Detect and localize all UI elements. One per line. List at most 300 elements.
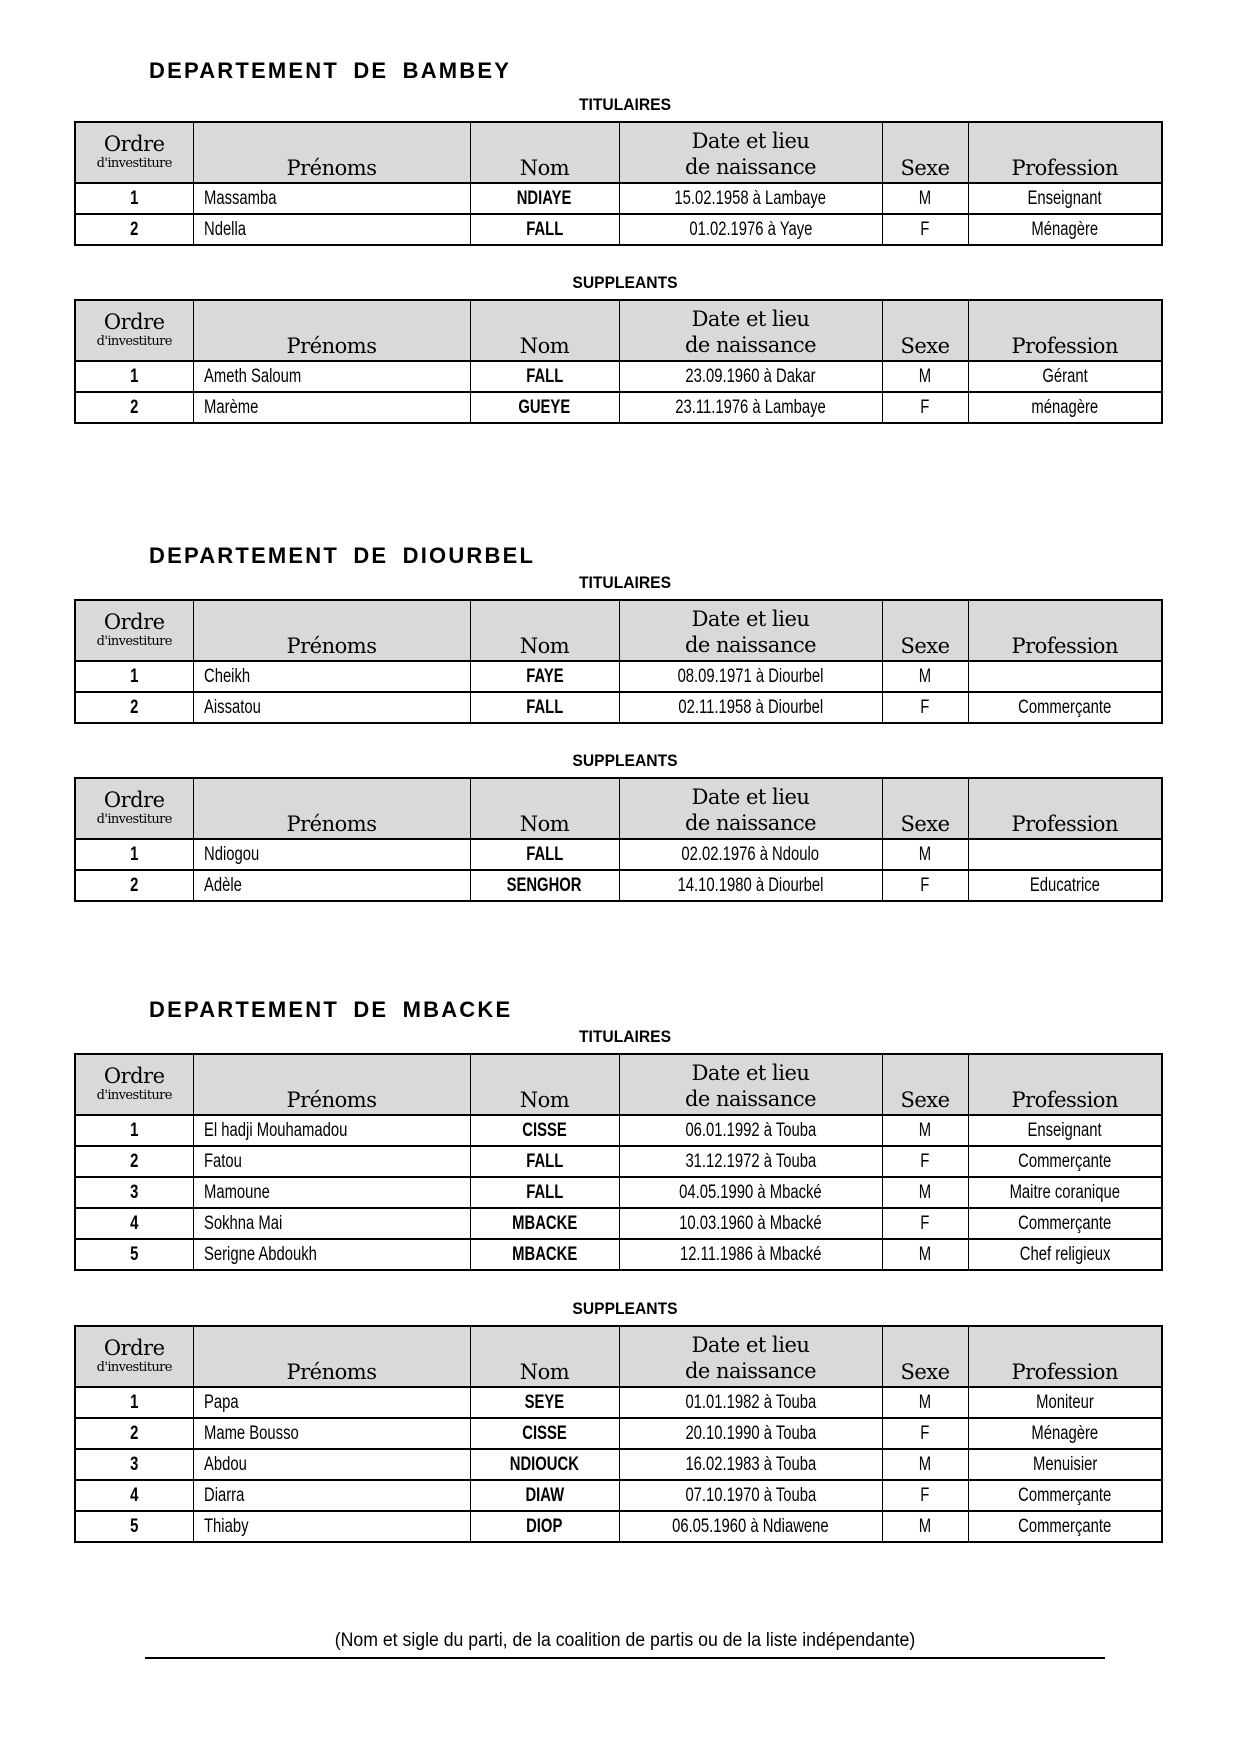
ordre-cell bbox=[75, 1177, 193, 1208]
profession-cell-text: ménagère bbox=[1031, 396, 1099, 418]
sexe-cell-text: F bbox=[920, 696, 930, 718]
sexe-cell-text: M bbox=[918, 843, 932, 865]
sexe-cell bbox=[882, 1177, 968, 1208]
table-header-row bbox=[75, 778, 1162, 839]
table-row bbox=[75, 1177, 1162, 1208]
sexe-cell bbox=[882, 870, 968, 901]
sexe-cell-text: F bbox=[920, 1150, 930, 1172]
nom-cell-text: FALL bbox=[525, 218, 564, 240]
column-header-prenoms: Prénoms bbox=[193, 600, 470, 661]
ordre-cell-text: 1 bbox=[130, 843, 139, 865]
date-lieu-cell bbox=[619, 1239, 882, 1270]
ordre-cell-text: 1 bbox=[130, 1391, 139, 1413]
ordre-cell bbox=[75, 839, 193, 870]
nom-cell-text: MBACKE bbox=[511, 1243, 578, 1265]
ordre-cell bbox=[75, 692, 193, 723]
nom-cell-text: NDIOUCK bbox=[509, 1453, 580, 1475]
ordre-cell bbox=[75, 1115, 193, 1146]
prenoms-cell bbox=[193, 1239, 470, 1270]
sexe-cell-text: F bbox=[920, 218, 930, 240]
column-header-profession: Profession bbox=[968, 1054, 1162, 1115]
ordre-cell-text: 5 bbox=[130, 1515, 139, 1537]
table-header-row bbox=[75, 1326, 1162, 1387]
ordre-label: Ordre bbox=[103, 1335, 165, 1360]
profession-cell-text: Enseignant bbox=[1027, 1119, 1102, 1141]
date-lieu-cell bbox=[619, 1387, 882, 1418]
nom-cell-text: GUEYE bbox=[518, 396, 571, 418]
titulaires-table-bambey bbox=[74, 121, 1163, 246]
date-lieu-cell bbox=[619, 1177, 882, 1208]
prenoms-cell bbox=[193, 1418, 470, 1449]
suppleants-table-mbacke bbox=[74, 1325, 1163, 1543]
prenoms-cell bbox=[193, 1449, 470, 1480]
profession-cell-text: Menuisier bbox=[1032, 1453, 1097, 1475]
column-header-prenoms: Prénoms bbox=[193, 1326, 470, 1387]
date-label: Date et lieu bbox=[691, 785, 810, 809]
column-header-sexe: Sexe bbox=[882, 1054, 968, 1115]
column-header-prenoms: Prénoms bbox=[193, 1054, 470, 1115]
sexe-cell bbox=[882, 1208, 968, 1239]
prenoms-cell bbox=[193, 1177, 470, 1208]
date-lieu-cell bbox=[619, 1418, 882, 1449]
sexe-cell-text: F bbox=[920, 1484, 930, 1506]
prenoms-cell-text: Ndiogou bbox=[203, 843, 259, 865]
prenoms-cell-text: Fatou bbox=[203, 1150, 242, 1172]
titulaires-label-bambey: TITULAIRES bbox=[578, 95, 672, 114]
column-header-sexe: Sexe bbox=[882, 122, 968, 183]
date-lieu-cell-text: 02.11.1958 à Diourbel bbox=[678, 696, 823, 718]
prenoms-cell bbox=[193, 692, 470, 723]
nom-cell bbox=[470, 1177, 619, 1208]
nom-cell bbox=[470, 1239, 619, 1270]
sexe-cell bbox=[882, 1418, 968, 1449]
ordre-cell bbox=[75, 1208, 193, 1239]
profession-cell bbox=[968, 1511, 1162, 1542]
department-title-bambey: DEPARTEMENT DE BAMBEY bbox=[149, 58, 512, 83]
investiture-label: d'investiture bbox=[96, 155, 172, 171]
table-row bbox=[75, 183, 1162, 214]
prenoms-cell-text: Thiaby bbox=[203, 1515, 248, 1537]
date-lieu-cell-text: 01.01.1982 à Touba bbox=[685, 1391, 816, 1413]
party-name-line bbox=[145, 1657, 1105, 1659]
date-lieu-cell bbox=[619, 661, 882, 692]
sexe-cell bbox=[882, 1239, 968, 1270]
profession-cell-text: Enseignant bbox=[1027, 187, 1102, 209]
column-header-ordre bbox=[75, 778, 193, 839]
profession-cell-text: Ménagère bbox=[1031, 218, 1099, 240]
ordre-label: Ordre bbox=[103, 131, 165, 156]
naissance-label: de naissance bbox=[684, 155, 817, 179]
nom-cell bbox=[470, 839, 619, 870]
ordre-label: Ordre bbox=[103, 787, 165, 812]
investiture-label: d'investiture bbox=[96, 333, 172, 349]
prenoms-cell-text: El hadji Mouhamadou bbox=[203, 1119, 347, 1141]
ordre-cell-text: 1 bbox=[130, 665, 139, 687]
nom-cell-text: FALL bbox=[525, 365, 564, 387]
naissance-label: de naissance bbox=[684, 811, 817, 835]
profession-cell bbox=[968, 1115, 1162, 1146]
ordre-cell bbox=[75, 183, 193, 214]
date-lieu-cell-text: 06.01.1992 à Touba bbox=[685, 1119, 816, 1141]
sexe-cell-text: M bbox=[918, 665, 932, 687]
sexe-cell bbox=[882, 1511, 968, 1542]
table-row bbox=[75, 361, 1162, 392]
date-lieu-cell-text: 23.09.1960 à Dakar bbox=[685, 365, 816, 387]
date-lieu-cell bbox=[619, 392, 882, 423]
profession-cell bbox=[968, 183, 1162, 214]
column-header-prenoms: Prénoms bbox=[193, 300, 470, 361]
sexe-cell-text: F bbox=[920, 1212, 930, 1234]
sexe-cell bbox=[882, 1387, 968, 1418]
ordre-cell bbox=[75, 361, 193, 392]
ordre-cell bbox=[75, 1511, 193, 1542]
prenoms-cell-text: Papa bbox=[203, 1391, 239, 1413]
ordre-label: Ordre bbox=[103, 1063, 165, 1088]
date-label: Date et lieu bbox=[691, 129, 810, 153]
table-header-row bbox=[75, 1054, 1162, 1115]
date-label: Date et lieu bbox=[691, 607, 810, 631]
profession-cell-text: Gérant bbox=[1042, 365, 1088, 387]
prenoms-cell-text: Marème bbox=[203, 396, 258, 418]
ordre-cell-text: 4 bbox=[130, 1212, 139, 1234]
suppleants-table-bambey bbox=[74, 299, 1163, 424]
ordre-cell bbox=[75, 1387, 193, 1418]
date-lieu-cell-text: 16.02.1983 à Touba bbox=[685, 1453, 816, 1475]
ordre-cell bbox=[75, 1239, 193, 1270]
profession-cell bbox=[968, 1208, 1162, 1239]
sexe-cell bbox=[882, 1146, 968, 1177]
date-lieu-cell-text: 08.09.1971 à Diourbel bbox=[677, 665, 824, 687]
ordre-label: Ordre bbox=[103, 309, 165, 334]
nom-cell bbox=[470, 1146, 619, 1177]
table-row bbox=[75, 1449, 1162, 1480]
prenoms-cell bbox=[193, 1480, 470, 1511]
date-lieu-cell-text: 12.11.1986 à Mbacké bbox=[679, 1243, 822, 1265]
column-header-profession: Profession bbox=[968, 122, 1162, 183]
column-header-nom: Nom bbox=[470, 600, 619, 661]
prenoms-cell-text: Diarra bbox=[203, 1484, 244, 1506]
ordre-cell bbox=[75, 1480, 193, 1511]
profession-cell-text: Educatrice bbox=[1029, 874, 1100, 896]
date-lieu-cell bbox=[619, 214, 882, 245]
prenoms-cell bbox=[193, 661, 470, 692]
table-row bbox=[75, 392, 1162, 423]
profession-cell-text: Moniteur bbox=[1035, 1391, 1094, 1413]
profession-cell bbox=[968, 1480, 1162, 1511]
profession-cell bbox=[968, 1449, 1162, 1480]
profession-cell-text: Chef religieux bbox=[1019, 1243, 1111, 1265]
ordre-cell-text: 2 bbox=[130, 1422, 139, 1444]
ordre-cell-text: 2 bbox=[130, 396, 139, 418]
ordre-cell-text: 2 bbox=[130, 696, 139, 718]
nom-cell-text: MBACKE bbox=[511, 1212, 578, 1234]
suppleants-label-mbacke: SUPPLEANTS bbox=[572, 1299, 678, 1318]
sexe-cell-text: F bbox=[920, 874, 930, 896]
profession-cell bbox=[968, 214, 1162, 245]
prenoms-cell bbox=[193, 214, 470, 245]
column-header-date-lieu bbox=[619, 1054, 882, 1115]
ordre-cell bbox=[75, 392, 193, 423]
column-header-sexe: Sexe bbox=[882, 600, 968, 661]
nom-cell-text: FALL bbox=[525, 696, 564, 718]
nom-cell bbox=[470, 1115, 619, 1146]
profession-cell-text: Commerçante bbox=[1018, 1484, 1112, 1506]
table-row bbox=[75, 870, 1162, 901]
date-lieu-cell-text: 31.12.1972 à Touba bbox=[685, 1150, 816, 1172]
profession-cell-text: Commerçante bbox=[1018, 696, 1112, 718]
ordre-cell-text: 3 bbox=[130, 1181, 139, 1203]
column-header-profession: Profession bbox=[968, 1326, 1162, 1387]
column-header-date-lieu bbox=[619, 122, 882, 183]
profession-cell bbox=[968, 1387, 1162, 1418]
date-lieu-cell bbox=[619, 1449, 882, 1480]
column-header-nom: Nom bbox=[470, 1326, 619, 1387]
ordre-cell-text: 2 bbox=[130, 874, 139, 896]
profession-cell bbox=[968, 1146, 1162, 1177]
naissance-label: de naissance bbox=[684, 633, 817, 657]
naissance-label: de naissance bbox=[684, 333, 817, 357]
date-lieu-cell-text: 10.03.1960 à Mbacké bbox=[679, 1212, 822, 1234]
table-row bbox=[75, 1480, 1162, 1511]
prenoms-cell bbox=[193, 839, 470, 870]
sexe-cell bbox=[882, 1115, 968, 1146]
ordre-cell-text: 1 bbox=[130, 1119, 139, 1141]
ordre-cell bbox=[75, 214, 193, 245]
column-header-sexe: Sexe bbox=[882, 778, 968, 839]
prenoms-cell bbox=[193, 870, 470, 901]
column-header-ordre bbox=[75, 300, 193, 361]
table-row bbox=[75, 839, 1162, 870]
date-lieu-cell-text: 23.11.1976 à Lambaye bbox=[675, 396, 826, 418]
sexe-cell-text: M bbox=[918, 1243, 932, 1265]
nom-cell bbox=[470, 1208, 619, 1239]
prenoms-cell-text: Sokhna Mai bbox=[203, 1212, 282, 1234]
ordre-cell bbox=[75, 1449, 193, 1480]
department-title-diourbel: DEPARTEMENT DE DIOURBEL bbox=[149, 543, 536, 568]
column-header-date-lieu bbox=[619, 1326, 882, 1387]
date-lieu-cell-text: 07.10.1970 à Touba bbox=[685, 1484, 816, 1506]
prenoms-cell-text: Ameth Saloum bbox=[203, 365, 301, 387]
table-row bbox=[75, 1146, 1162, 1177]
date-lieu-cell bbox=[619, 1146, 882, 1177]
nom-cell-text: FAYE bbox=[525, 665, 564, 687]
ordre-cell-text: 2 bbox=[130, 218, 139, 240]
profession-cell-text: Ménagère bbox=[1031, 1422, 1099, 1444]
ordre-cell bbox=[75, 1146, 193, 1177]
ordre-cell-text: 2 bbox=[130, 1150, 139, 1172]
date-label: Date et lieu bbox=[691, 1061, 810, 1085]
column-header-nom: Nom bbox=[470, 122, 619, 183]
table-header-row bbox=[75, 300, 1162, 361]
prenoms-cell-text: Adèle bbox=[203, 874, 242, 896]
column-header-ordre bbox=[75, 1326, 193, 1387]
column-header-nom: Nom bbox=[470, 1054, 619, 1115]
nom-cell bbox=[470, 661, 619, 692]
ordre-cell-text: 5 bbox=[130, 1243, 139, 1265]
nom-cell bbox=[470, 1511, 619, 1542]
party-name-caption: (Nom et sigle du parti, de la coalition de partis ou de la liste indépendante) bbox=[334, 1630, 916, 1651]
prenoms-cell bbox=[193, 392, 470, 423]
nom-cell bbox=[470, 1387, 619, 1418]
date-lieu-cell-text: 14.10.1980 à Diourbel bbox=[677, 874, 824, 896]
profession-cell bbox=[968, 392, 1162, 423]
nom-cell bbox=[470, 1418, 619, 1449]
ordre-cell-text: 3 bbox=[130, 1453, 139, 1475]
table-row bbox=[75, 1511, 1162, 1542]
suppleants-label-bambey: SUPPLEANTS bbox=[572, 273, 678, 292]
suppleants-label-diourbel: SUPPLEANTS bbox=[572, 751, 678, 770]
investiture-label: d'investiture bbox=[96, 1359, 172, 1375]
sexe-cell bbox=[882, 1480, 968, 1511]
profession-cell bbox=[968, 692, 1162, 723]
column-header-date-lieu bbox=[619, 300, 882, 361]
prenoms-cell bbox=[193, 1115, 470, 1146]
date-lieu-cell-text: 06.05.1960 à Ndiawene bbox=[672, 1515, 829, 1537]
investiture-label: d'investiture bbox=[96, 811, 172, 827]
column-header-sexe: Sexe bbox=[882, 1326, 968, 1387]
sexe-cell-text: M bbox=[918, 1181, 932, 1203]
nom-cell-text: DIOP bbox=[526, 1515, 563, 1537]
profession-cell bbox=[968, 1239, 1162, 1270]
titulaires-label-diourbel: TITULAIRES bbox=[578, 573, 672, 592]
date-lieu-cell bbox=[619, 183, 882, 214]
suppleants-table-diourbel bbox=[74, 777, 1163, 902]
prenoms-cell-text: Abdou bbox=[203, 1453, 247, 1475]
column-header-ordre bbox=[75, 600, 193, 661]
nom-cell-text: DIAW bbox=[525, 1484, 564, 1506]
titulaires-table-mbacke bbox=[74, 1053, 1163, 1271]
nom-cell bbox=[470, 183, 619, 214]
table-row bbox=[75, 1239, 1162, 1270]
profession-cell-text: Maitre coranique bbox=[1009, 1181, 1120, 1203]
profession-cell-text: Commerçante bbox=[1018, 1150, 1112, 1172]
profession-cell-text: Commerçante bbox=[1018, 1515, 1112, 1537]
table-row bbox=[75, 661, 1162, 692]
nom-cell bbox=[470, 361, 619, 392]
date-label: Date et lieu bbox=[691, 1333, 810, 1357]
nom-cell-text: FALL bbox=[525, 843, 564, 865]
nom-cell-text: FALL bbox=[525, 1150, 564, 1172]
date-label: Date et lieu bbox=[691, 307, 810, 331]
sexe-cell bbox=[882, 392, 968, 423]
table-row bbox=[75, 1115, 1162, 1146]
prenoms-cell bbox=[193, 361, 470, 392]
column-header-prenoms: Prénoms bbox=[193, 122, 470, 183]
profession-cell bbox=[968, 870, 1162, 901]
department-title-mbacke: DEPARTEMENT DE MBACKE bbox=[149, 997, 513, 1022]
sexe-cell bbox=[882, 839, 968, 870]
sexe-cell-text: M bbox=[918, 1119, 932, 1141]
column-header-nom: Nom bbox=[470, 300, 619, 361]
sexe-cell-text: F bbox=[920, 396, 930, 418]
nom-cell bbox=[470, 1449, 619, 1480]
prenoms-cell bbox=[193, 183, 470, 214]
column-header-ordre bbox=[75, 1054, 193, 1115]
column-header-sexe: Sexe bbox=[882, 300, 968, 361]
ordre-cell-text: 4 bbox=[130, 1484, 139, 1506]
sexe-cell bbox=[882, 661, 968, 692]
date-lieu-cell bbox=[619, 1208, 882, 1239]
profession-cell bbox=[968, 661, 1162, 692]
prenoms-cell bbox=[193, 1208, 470, 1239]
date-lieu-cell bbox=[619, 1511, 882, 1542]
investiture-label: d'investiture bbox=[96, 1087, 172, 1103]
column-header-prenoms: Prénoms bbox=[193, 778, 470, 839]
ordre-cell bbox=[75, 1418, 193, 1449]
date-lieu-cell-text: 15.02.1958 à Lambaye bbox=[674, 187, 827, 209]
date-lieu-cell bbox=[619, 692, 882, 723]
nom-cell-text: CISSE bbox=[522, 1119, 567, 1141]
ordre-cell-text: 1 bbox=[130, 365, 139, 387]
prenoms-cell bbox=[193, 1146, 470, 1177]
sexe-cell bbox=[882, 1449, 968, 1480]
sexe-cell bbox=[882, 361, 968, 392]
date-lieu-cell-text: 02.02.1976 à Ndoulo bbox=[681, 843, 820, 865]
sexe-cell-text: M bbox=[918, 187, 932, 209]
date-lieu-cell-text: 01.02.1976 à Yaye bbox=[688, 218, 813, 240]
nom-cell-text: SEYE bbox=[524, 1391, 565, 1413]
sexe-cell-text: M bbox=[918, 1515, 932, 1537]
column-header-ordre bbox=[75, 122, 193, 183]
table-row bbox=[75, 1387, 1162, 1418]
date-lieu-cell bbox=[619, 1480, 882, 1511]
ordre-cell bbox=[75, 661, 193, 692]
column-header-profession: Profession bbox=[968, 778, 1162, 839]
date-lieu-cell bbox=[619, 1115, 882, 1146]
column-header-profession: Profession bbox=[968, 300, 1162, 361]
sexe-cell bbox=[882, 183, 968, 214]
nom-cell bbox=[470, 692, 619, 723]
prenoms-cell-text: Mame Bousso bbox=[203, 1422, 299, 1444]
profession-cell bbox=[968, 1418, 1162, 1449]
prenoms-cell-text: Ndella bbox=[203, 218, 246, 240]
column-header-date-lieu bbox=[619, 778, 882, 839]
naissance-label: de naissance bbox=[684, 1087, 817, 1111]
sexe-cell-text: M bbox=[918, 1453, 932, 1475]
table-header-row bbox=[75, 600, 1162, 661]
table-row bbox=[75, 1418, 1162, 1449]
ordre-cell bbox=[75, 870, 193, 901]
titulaires-label-mbacke: TITULAIRES bbox=[578, 1027, 672, 1046]
date-lieu-cell-text: 20.10.1990 à Touba bbox=[685, 1422, 816, 1444]
nom-cell bbox=[470, 214, 619, 245]
prenoms-cell bbox=[193, 1387, 470, 1418]
date-lieu-cell bbox=[619, 870, 882, 901]
prenoms-cell-text: Cheikh bbox=[203, 665, 250, 687]
column-header-profession: Profession bbox=[968, 600, 1162, 661]
nom-cell-text: SENGHOR bbox=[507, 874, 582, 896]
nom-cell-text: NDIAYE bbox=[517, 187, 572, 209]
profession-cell bbox=[968, 1177, 1162, 1208]
ordre-label: Ordre bbox=[103, 609, 165, 634]
prenoms-cell-text: Massamba bbox=[203, 187, 276, 209]
column-header-nom: Nom bbox=[470, 778, 619, 839]
prenoms-cell-text: Mamoune bbox=[203, 1181, 270, 1203]
column-header-date-lieu bbox=[619, 600, 882, 661]
date-lieu-cell-text: 04.05.1990 à Mbacké bbox=[679, 1181, 822, 1203]
table-row bbox=[75, 214, 1162, 245]
sexe-cell-text: M bbox=[918, 1391, 932, 1413]
profession-cell-text: Commerçante bbox=[1018, 1212, 1112, 1234]
table-header-row bbox=[75, 122, 1162, 183]
nom-cell-text: CISSE bbox=[522, 1422, 567, 1444]
prenoms-cell-text: Aissatou bbox=[203, 696, 261, 718]
nom-cell bbox=[470, 1480, 619, 1511]
ordre-cell-text: 1 bbox=[130, 187, 139, 209]
profession-cell bbox=[968, 839, 1162, 870]
sexe-cell bbox=[882, 214, 968, 245]
prenoms-cell-text: Serigne Abdoukh bbox=[203, 1243, 317, 1265]
